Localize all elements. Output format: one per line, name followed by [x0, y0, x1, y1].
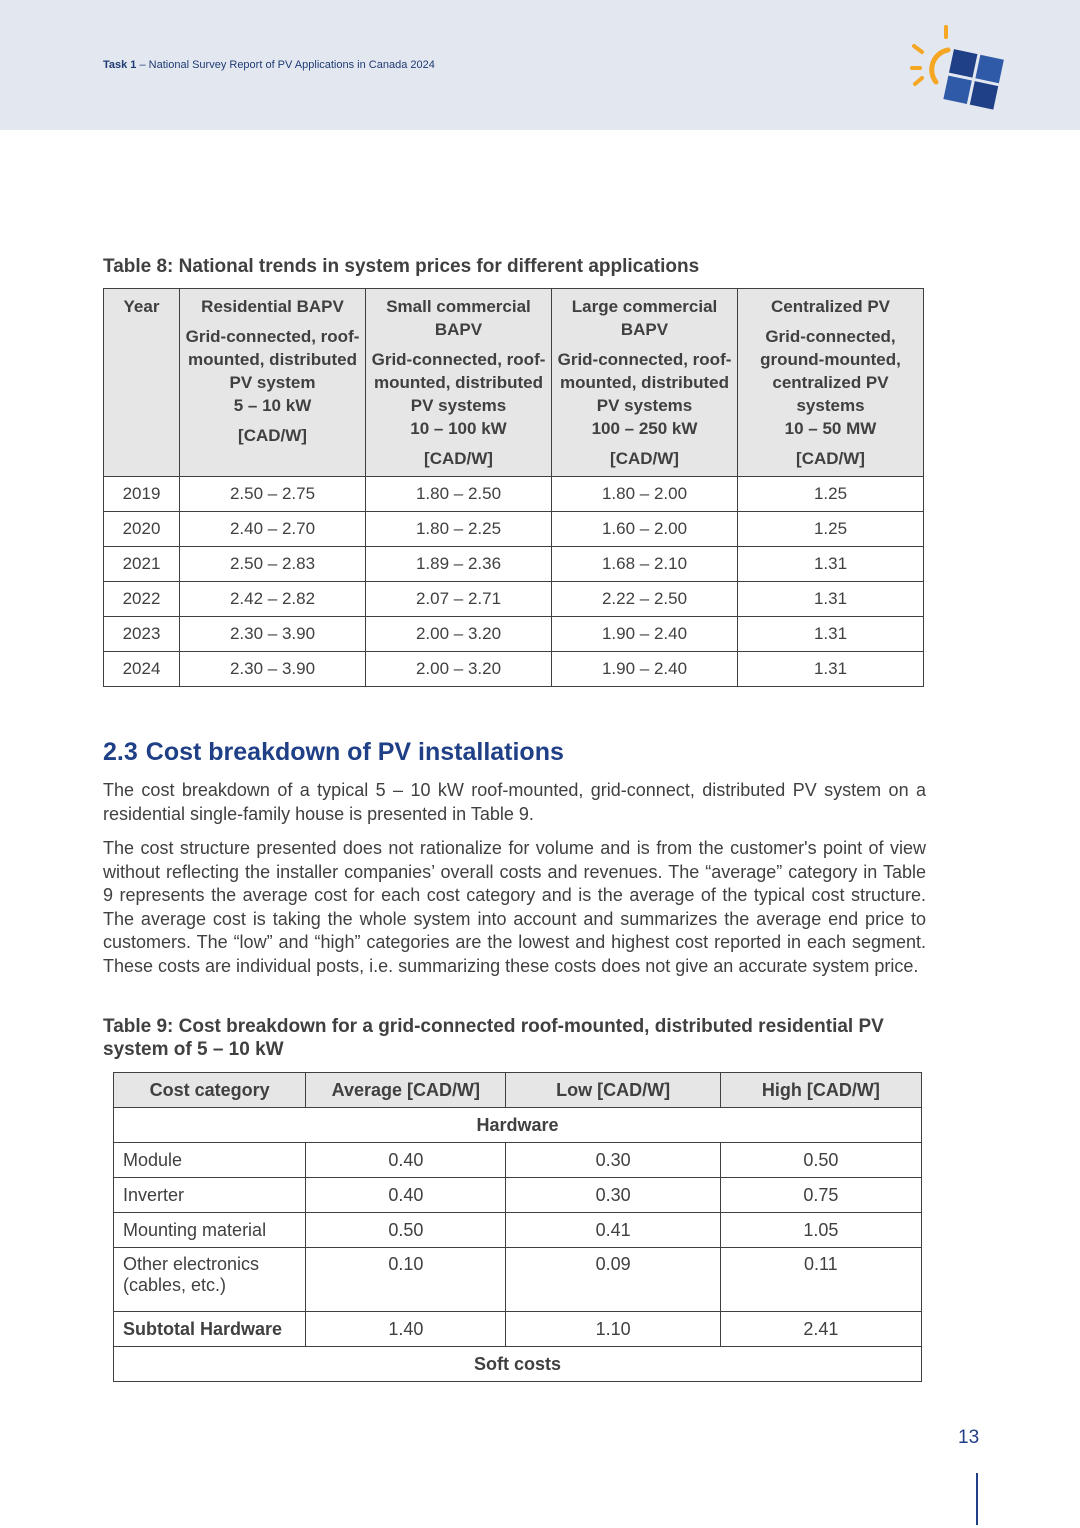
col-range: 10 – 100 kW — [410, 419, 507, 438]
table-row — [104, 617, 924, 652]
table-cell: 1.89 – 2.36 — [366, 547, 552, 582]
table-cell: 0.50 — [720, 1143, 921, 1178]
table-cell: 1.68 – 2.10 — [552, 547, 738, 582]
col-range: 10 – 50 MW — [784, 419, 877, 438]
soft-costs-section-label: Soft costs — [114, 1347, 922, 1382]
col-unit: [CAD/W] — [424, 449, 493, 468]
table9-caption: Table 9: Cost breakdown for a grid-connected roof-mounted, distributed residential PV system of 5 – 10 kW — [103, 1016, 884, 1060]
table-cell: 1.80 – 2.25 — [366, 512, 552, 547]
page-header — [0, 0, 1080, 130]
section-heading — [103, 738, 564, 767]
table-row — [104, 477, 924, 512]
table9-header-average: Average [CAD/W] — [306, 1073, 506, 1108]
table-cell: 2.50 – 2.83 — [180, 547, 366, 582]
col-desc: Grid-connected, roof-mounted, distributed PV systems — [371, 350, 546, 415]
table-cell: 2.41 — [720, 1312, 921, 1347]
table8-col-small-commercial — [366, 289, 552, 477]
header-title-text: – National Survey Report of PV Applications in Canada 2024 — [136, 59, 435, 71]
table9-hardware-section-row — [114, 1108, 922, 1143]
table8-price-trends — [103, 288, 924, 687]
col-range: 5 – 10 kW — [233, 396, 312, 415]
table-cell: 2.00 – 3.20 — [366, 617, 552, 652]
table-cell: 0.10 — [306, 1248, 506, 1312]
col-name: Small commercial BAPV — [386, 297, 531, 339]
table-cell: 1.05 — [720, 1213, 921, 1248]
table-row — [104, 547, 924, 582]
table-cell: 0.40 — [306, 1143, 506, 1178]
table9-cost-breakdown — [113, 1072, 922, 1382]
table-cell: 0.41 — [506, 1213, 720, 1248]
table9-header-high: High [CAD/W] — [720, 1073, 921, 1108]
col-name: Large commercial BAPV — [571, 297, 718, 339]
sun-solar-panel-logo-icon — [908, 24, 1004, 112]
table-row — [114, 1143, 922, 1178]
table-cell: 2021 — [104, 547, 180, 582]
table8-col-large-commercial — [552, 289, 738, 477]
table-cell: Mounting material — [114, 1213, 306, 1248]
table-cell: 2.07 – 2.71 — [366, 582, 552, 617]
paragraph-cost-structure: The cost structure presented does not rationalize for volume and is from the customer's point of view without reflecting the installer companies’ overall costs and revenues. The “average” category in Table 9 represents the average cost for each cost category and is the average of the typical cost structure. The average cost is taking the whole system into account and summarizes the average end price to customers. The “low” and “high” categories are the lowest and highest cost reported in each segment. These costs are individual posts, i.e. summarizing these costs does not give an accurate system price. — [103, 838, 926, 976]
table9-header-row — [114, 1073, 922, 1108]
table-cell: 0.11 — [720, 1248, 921, 1312]
table-cell: 2.30 – 3.90 — [180, 652, 366, 687]
table-cell: 0.50 — [306, 1213, 506, 1248]
page-number-rule — [976, 1473, 978, 1525]
col-unit: [CAD/W] — [238, 426, 307, 445]
section-title: Cost breakdown of PV installations — [145, 738, 564, 766]
table-row-subtotal — [114, 1312, 922, 1347]
table-row — [114, 1248, 922, 1312]
col-unit: [CAD/W] — [610, 449, 679, 468]
header-task-label: Task 1 — [103, 59, 137, 71]
table-cell: 2.42 – 2.82 — [180, 582, 366, 617]
table-cell: 1.25 — [738, 477, 924, 512]
table-cell: 0.30 — [506, 1178, 720, 1213]
table-cell: 0.09 — [506, 1248, 720, 1312]
col-desc: Grid-connected, roof-mounted, distributed PV systems — [557, 350, 732, 415]
table-cell: 1.31 — [738, 652, 924, 687]
table9-soft-costs-section-row — [114, 1347, 922, 1382]
table-cell: 2023 — [104, 617, 180, 652]
table-cell: 1.40 — [306, 1312, 506, 1347]
table-cell: 2.22 – 2.50 — [552, 582, 738, 617]
table-row — [104, 582, 924, 617]
table8-header-row — [104, 289, 924, 477]
table-cell: 0.40 — [306, 1178, 506, 1213]
table-row — [104, 512, 924, 547]
table-cell: 2019 — [104, 477, 180, 512]
table-cell: Subtotal Hardware — [114, 1312, 306, 1347]
table-cell: 1.31 — [738, 617, 924, 652]
table-row — [104, 652, 924, 687]
table-cell: 1.80 – 2.50 — [366, 477, 552, 512]
page-number: 13 — [958, 1427, 980, 1448]
table-cell: 2.40 – 2.70 — [180, 512, 366, 547]
table-cell: 2.50 – 2.75 — [180, 477, 366, 512]
table-cell: 0.30 — [506, 1143, 720, 1178]
table-cell: 1.90 – 2.40 — [552, 617, 738, 652]
col-desc: Grid-connected, ground-mounted, centralized PV systems — [760, 327, 901, 415]
table-cell: 1.31 — [738, 582, 924, 617]
table-cell: Other electronics (cables, etc.) — [114, 1248, 306, 1312]
table-cell: Inverter — [114, 1178, 306, 1213]
table9-header-cost-category: Cost category — [114, 1073, 306, 1108]
table-cell: 2.30 – 3.90 — [180, 617, 366, 652]
table-cell: 1.25 — [738, 512, 924, 547]
col-name: Centralized PV — [770, 297, 891, 316]
table-cell: 0.75 — [720, 1178, 921, 1213]
table-cell: 2.00 – 3.20 — [366, 652, 552, 687]
table-cell: 2020 — [104, 512, 180, 547]
table-cell: 2024 — [104, 652, 180, 687]
hardware-section-label: Hardware — [114, 1108, 922, 1143]
paragraph-intro: The cost breakdown of a typical 5 – 10 kW roof-mounted, grid-connect, distributed PV system on a residential single-family house is presented in Table 9. — [103, 780, 926, 824]
col-name: Residential BAPV — [201, 297, 344, 316]
section-number: 2.3 — [103, 738, 138, 766]
col-unit: [CAD/W] — [796, 449, 865, 468]
table8-col-year-label: Year — [123, 297, 160, 316]
col-desc: Grid-connected, roof-mounted, distributed PV system — [185, 327, 360, 392]
table8-col-centralized — [738, 289, 924, 477]
table-cell: 2022 — [104, 582, 180, 617]
table8-col-residential — [180, 289, 366, 477]
header-title — [103, 59, 435, 71]
table-row — [114, 1213, 922, 1248]
table-cell: 1.80 – 2.00 — [552, 477, 738, 512]
table-row — [114, 1178, 922, 1213]
table9-header-low: Low [CAD/W] — [506, 1073, 720, 1108]
table-cell: 1.31 — [738, 547, 924, 582]
col-range: 100 – 250 kW — [591, 419, 698, 438]
table-cell: 1.60 – 2.00 — [552, 512, 738, 547]
table8-col-year — [104, 289, 180, 477]
table-cell: 1.10 — [506, 1312, 720, 1347]
table-cell: Module — [114, 1143, 306, 1178]
table8-caption: Table 8: National trends in system prices for different applications — [103, 256, 700, 277]
table-cell: 1.90 – 2.40 — [552, 652, 738, 687]
